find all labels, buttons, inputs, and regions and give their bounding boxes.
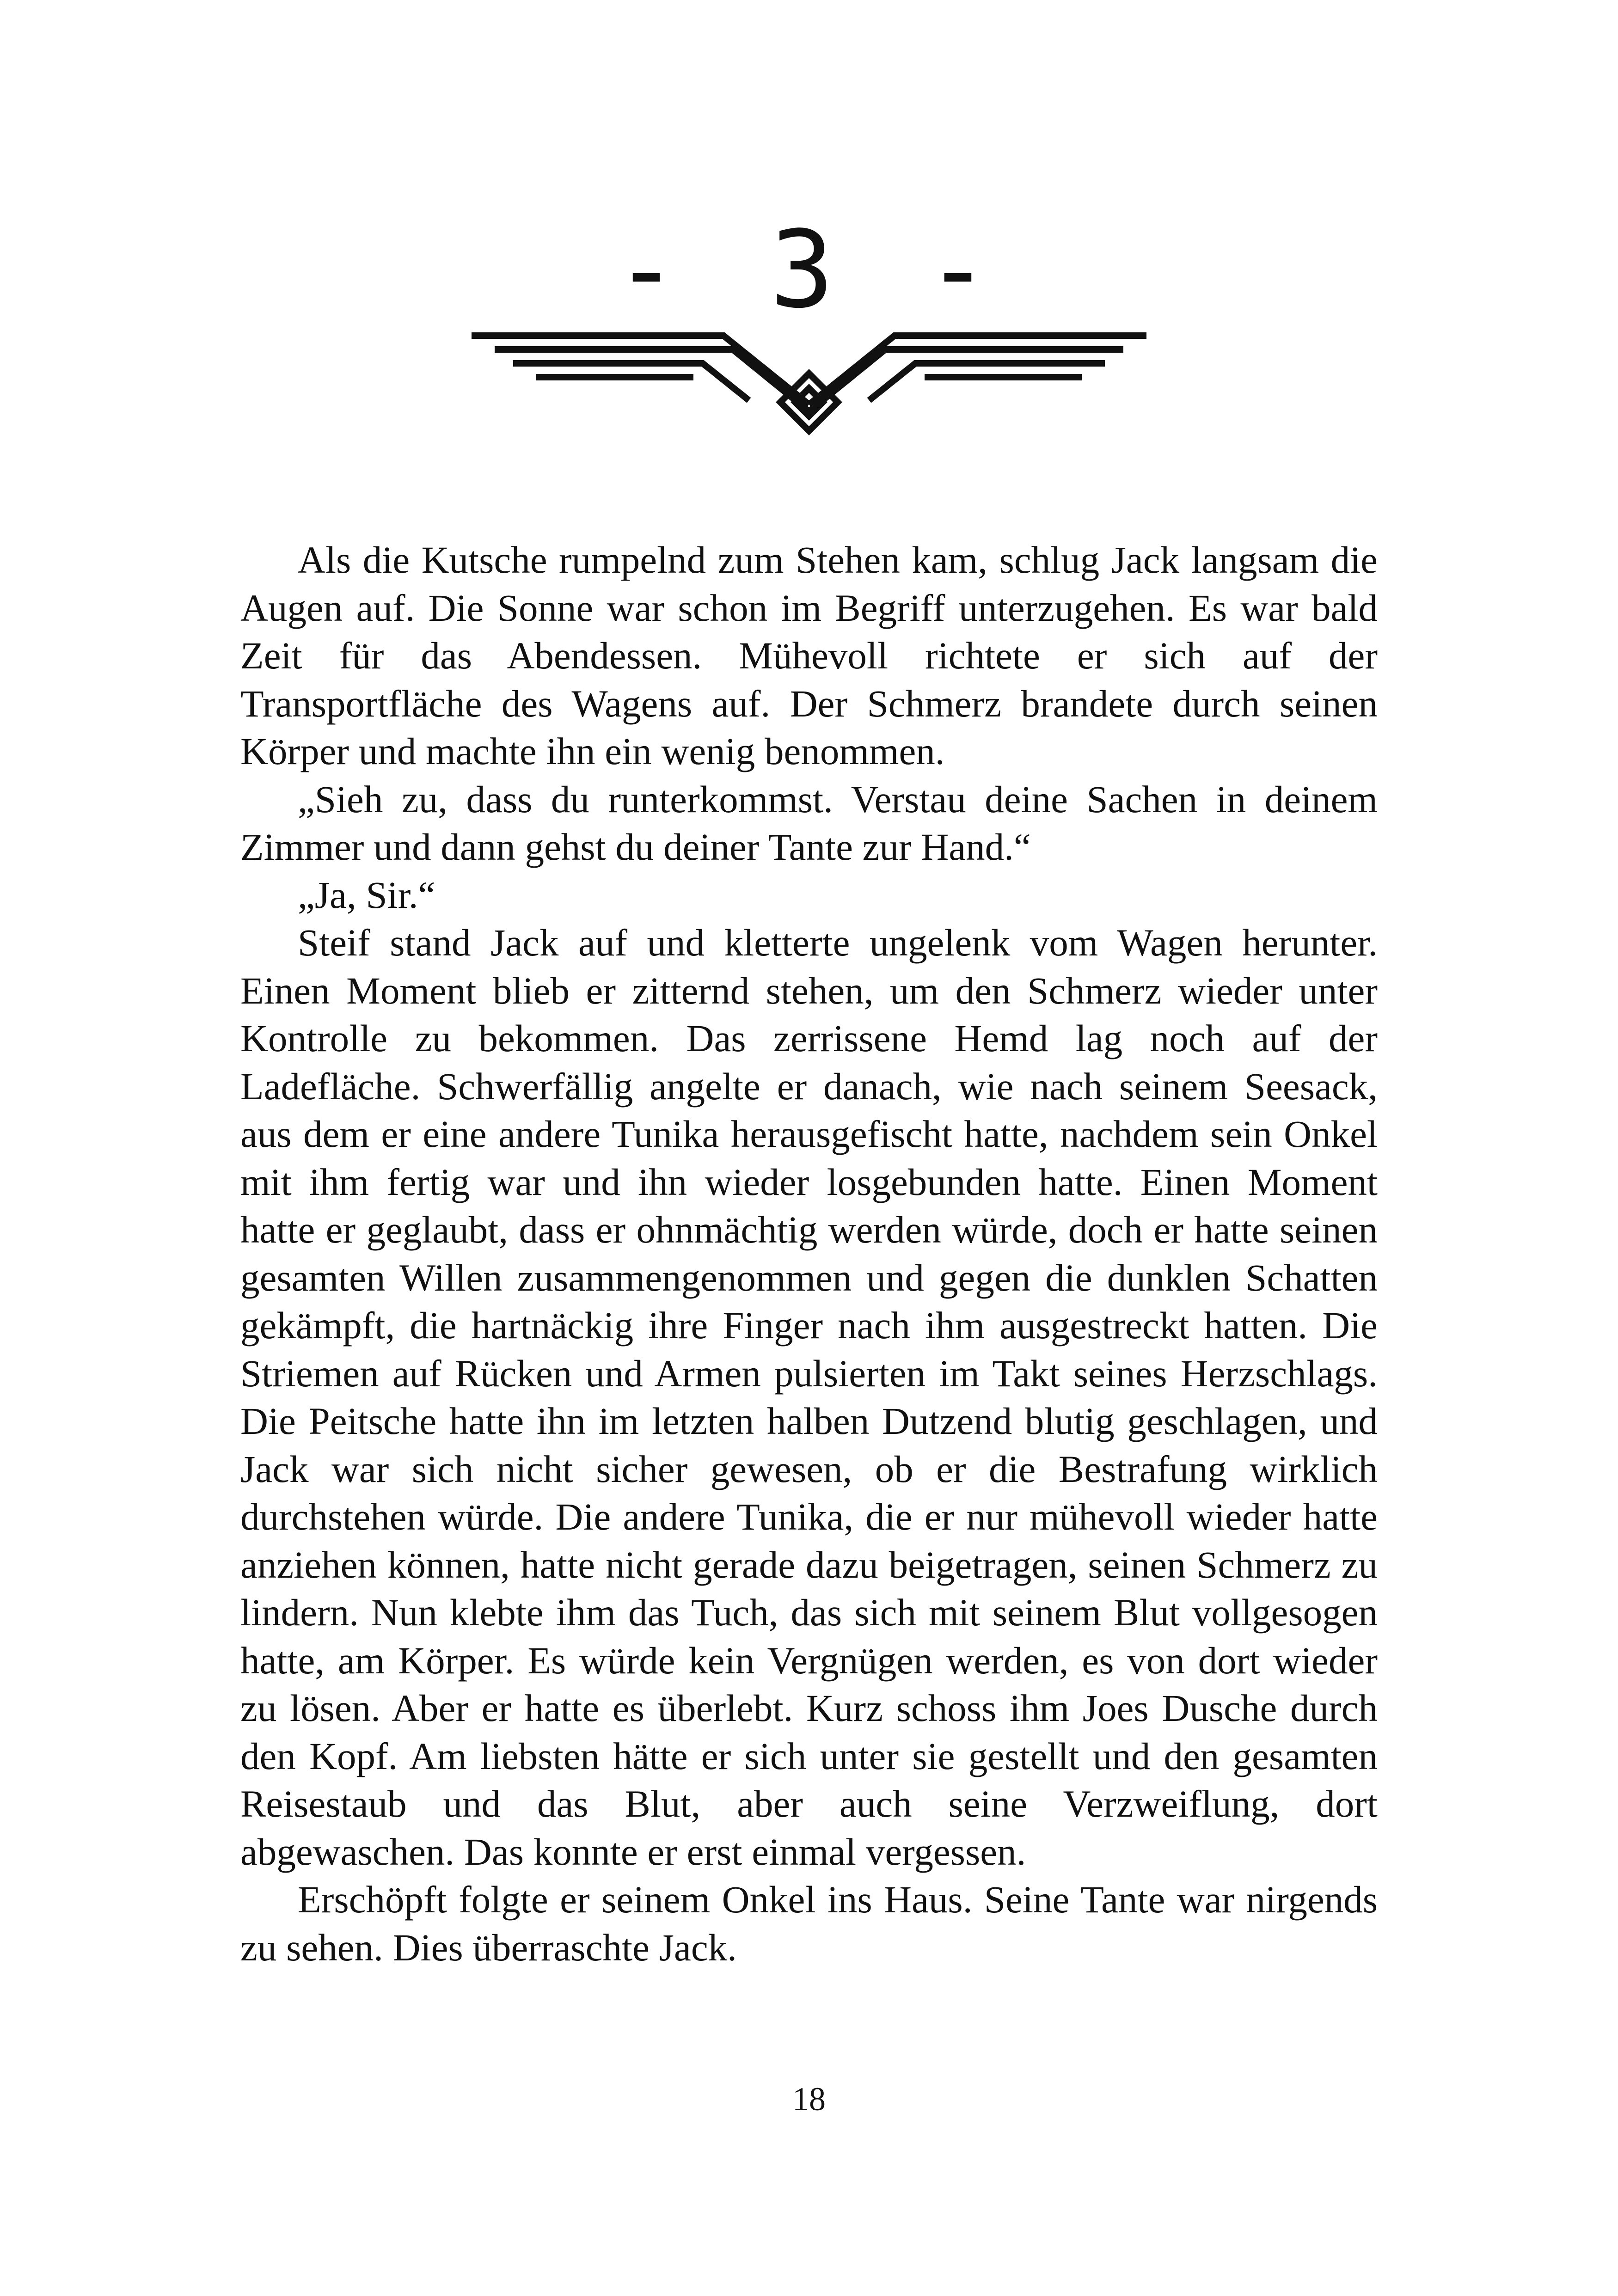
paragraph: „Ja, Sir.“: [298, 873, 435, 916]
paragraph: „Sieh zu, dass du runterkommst. Verstau deine Sachen in deinem Zimmer und dann gehst du deiner Tante zur Hand.“: [240, 778, 1378, 868]
paragraph: Erschöpft folgte er seinem Onkel ins Haus. Seine Tante war nirgends zu sehen. Dies überraschte Jack.: [240, 1878, 1378, 1969]
body-text: [240, 536, 1378, 1971]
chapter-number: - 3 -: [614, 208, 1004, 332]
paragraph: Als die Kutsche rumpelnd zum Stehen kam, schlug Jack langsam die Augen auf. Die Sonne war schon im Begriff unterzugehen. Es war bald Zeit für das Abendessen. Mühevoll richtete er sich auf der Transportfläche des Wagens auf. Der Schmerz brandete durch seinen Körper und machte ihn ein wenig benommen.: [240, 539, 1378, 772]
paragraph: Steif stand Jack auf und kletterte ungelenk vom Wagen herunter. Einen Moment blieb er zitternd stehen, um den Schmerz wieder unter Kontrolle zu bekommen. Das zerrissene Hemd lag noch auf der Ladefläche. Schwerfällig angelte er danach, wie nach seinem Seesack, aus dem er eine andere Tunika herausgefischt hatte, nachdem sein Onkel mit ihm fertig war und ihn wieder losgebunden hatte. Einen Moment hatte er geglaubt, dass er ohnmächtig werden würde, doch er hatte seinen gesamten Willen zusammengenommen und gegen die dunklen Schatten gekämpft, die hartnäckig ihre Finger nach ihm ausgestreckt hatten. Die Striemen auf Rücken und Armen pulsierten im Takt seines Herzschlags. Die Peitsche hatte ihn im letzten halben Dutzend blutig geschlagen, und Jack war sich nicht sicher gewesen, ob er die Bestrafung wirklich durchstehen würde. Die andere Tunika, die er nur mühevoll wieder hatte anziehen können, hatte nicht gerade dazu beigetragen, seinen Schmerz zu lindern. Nun klebte ihm das Tuch, das sich mit seinem Blut vollgesogen hatte, am Körper. Es würde kein Vergnügen werden, es von dort wieder zu lösen. Aber er hatte es überlebt. Kurz schoss ihm Joes Dusche durch den Kopf. Am liebsten hätte er sich unter sie gestellt und den gesamten Reisestaub und das Blut, aber auch seine Verzweiflung, dort abgewaschen. Das konnte er erst einmal vergessen.: [240, 921, 1378, 1873]
winged-diamond-divider-icon: [462, 319, 1156, 439]
page-number: 18: [792, 2081, 826, 2118]
